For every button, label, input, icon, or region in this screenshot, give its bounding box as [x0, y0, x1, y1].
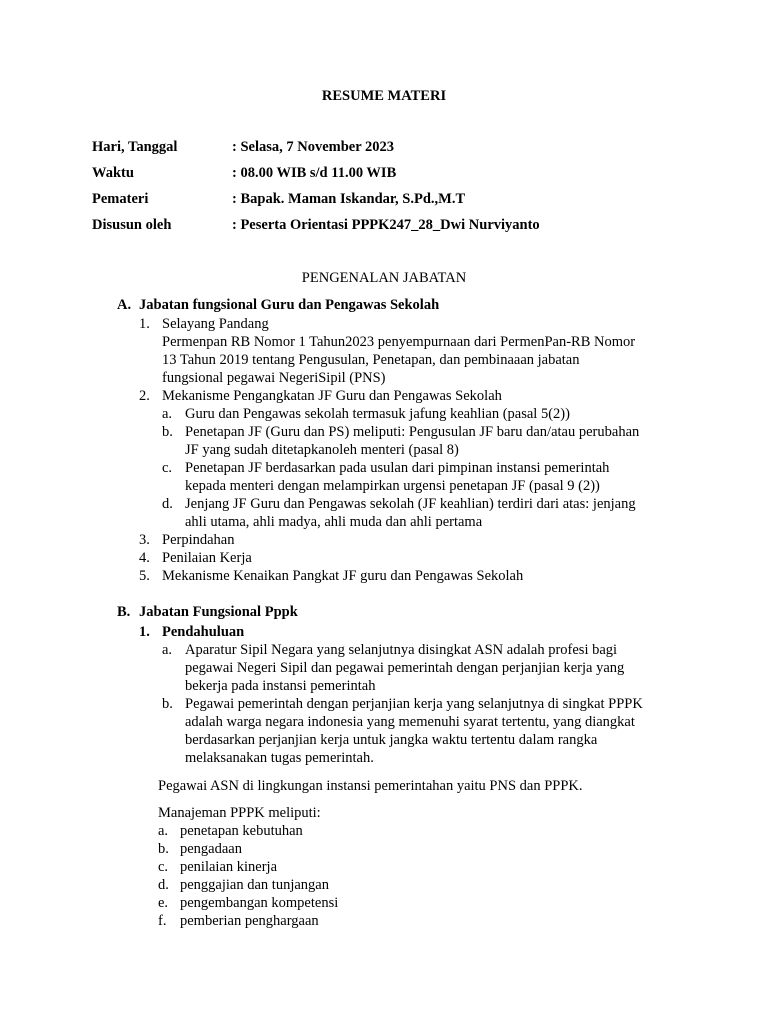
sub-marker: b. — [162, 424, 173, 440]
list-number: 1. — [139, 624, 150, 640]
info-label-speaker: Pemateri — [92, 191, 149, 207]
list-item: Penilaian Kerja — [162, 550, 252, 566]
list-number: 4. — [139, 550, 150, 566]
section-title: PENGENALAN JABATAN — [301, 270, 467, 286]
sub-marker: b. — [162, 696, 173, 712]
sub-item-line: Guru dan Pengawas sekolah termasuk jafung keahlian (pasal 5(2)) — [185, 406, 570, 422]
sub-marker: d. — [162, 496, 173, 512]
paragraph-line: Permenpan RB Nomor 1 Tahun2023 penyempurnaan dari PermenPan-RB Nomor — [162, 334, 636, 350]
paragraph: Pegawai ASN di lingkungan instansi pemerintahan yaitu PNS dan PPPK. — [158, 778, 583, 794]
sub-item-line: Jenjang JF Guru dan Pengawas sekolah (JF keahlian) terdiri dari atas: jenjang — [185, 496, 636, 512]
list-item: penetapan kebutuhan — [180, 823, 303, 839]
sub-marker: a. — [162, 642, 173, 658]
list-number: 3. — [139, 532, 150, 548]
sub-marker: b. — [158, 841, 169, 857]
list-item: pengembangan kompetensi — [180, 895, 339, 911]
sub-marker: a. — [162, 406, 173, 422]
list-item: penilaian kinerja — [180, 859, 278, 875]
sub-item-line: pegawai Negeri Sipil dan pegawai pemerintah dengan perjanjian kerja yang — [185, 660, 625, 676]
sub-marker: f. — [158, 913, 167, 929]
list-number: 2. — [139, 388, 150, 404]
sub-marker: e. — [158, 895, 169, 911]
sub-marker: c. — [158, 859, 169, 875]
sub-item-line: kepada menteri dengan melampirkan urgensi penetapan JF (pasal 9 (2)) — [185, 478, 600, 494]
sub-item-line: berdasarkan perjanjian kerja untuk jangka waktu tertentu dalam rangka — [185, 732, 598, 748]
list-item: pengadaan — [180, 841, 242, 857]
list-number: 1. — [139, 316, 150, 332]
info-value-speaker: : Bapak. Maman Iskandar, S.Pd.,M.T — [232, 191, 466, 207]
sub-item-line: JF yang sudah ditetapkanoleh menteri (pasal 8) — [185, 442, 459, 458]
document-title: RESUME MATERI — [321, 88, 447, 104]
sub-item-line: adalah warga negara indonesia yang memenuhi syarat tertentu, yang diangkat — [185, 714, 635, 730]
list-item-title: Selayang Pandang — [162, 316, 269, 332]
info-value-date: : Selasa, 7 November 2023 — [232, 139, 395, 155]
sub-item-line: melaksanakan tugas pemerintah. — [185, 750, 374, 766]
list-item-title: Mekanisme Pengangkatan JF Guru dan Pengawas Sekolah — [162, 388, 502, 404]
list-number: 5. — [139, 568, 150, 584]
sub-marker: a. — [158, 823, 169, 839]
info-label-date: Hari, Tanggal — [92, 139, 178, 155]
list-item-title: Pendahuluan — [162, 624, 245, 640]
list-item: Mekanisme Kenaikan Pangkat JF guru dan Pengawas Sekolah — [162, 568, 524, 584]
info-value-author: : Peserta Orientasi PPPK247_28_Dwi Nurviyanto — [232, 217, 540, 233]
section-b-marker: B. — [117, 604, 131, 620]
info-label-time: Waktu — [92, 165, 134, 181]
section-b-heading: Jabatan Fungsional Pppk — [139, 604, 298, 620]
sub-item-line: Aparatur Sipil Negara yang selanjutnya disingkat ASN adalah profesi bagi — [185, 642, 618, 658]
sub-item-line: Penetapan JF (Guru dan PS) meliputi: Pengusulan JF baru dan/atau perubahan — [185, 424, 640, 440]
paragraph: Manajeman PPPK meliputi: — [158, 805, 321, 821]
section-a-marker: A. — [117, 297, 132, 313]
info-label-author: Disusun oleh — [92, 217, 172, 233]
paragraph-line: fungsional pegawai NegeriSipil (PNS) — [162, 370, 386, 386]
sub-marker: c. — [162, 460, 173, 476]
sub-marker: d. — [158, 877, 169, 893]
info-value-time: : 08.00 WIB s/d 11.00 WIB — [232, 165, 397, 181]
sub-item-line: bekerja pada instansi pemerintah — [185, 678, 376, 694]
sub-item-line: ahli utama, ahli madya, ahli muda dan ahli pertama — [185, 514, 483, 530]
list-item: Perpindahan — [162, 532, 235, 548]
paragraph-line: 13 Tahun 2019 tentang Pengusulan, Penetapan, dan pembinaaan jabatan — [162, 352, 580, 368]
sub-item-line: Pegawai pemerintah dengan perjanjian kerja yang selanjutnya di singkat PPPK — [185, 696, 643, 712]
list-item: penggajian dan tunjangan — [180, 877, 329, 893]
sub-item-line: Penetapan JF berdasarkan pada usulan dari pimpinan instansi pemerintah — [185, 460, 610, 476]
section-a-heading: Jabatan fungsional Guru dan Pengawas Sekolah — [139, 297, 440, 313]
list-item: pemberian penghargaan — [180, 913, 319, 929]
